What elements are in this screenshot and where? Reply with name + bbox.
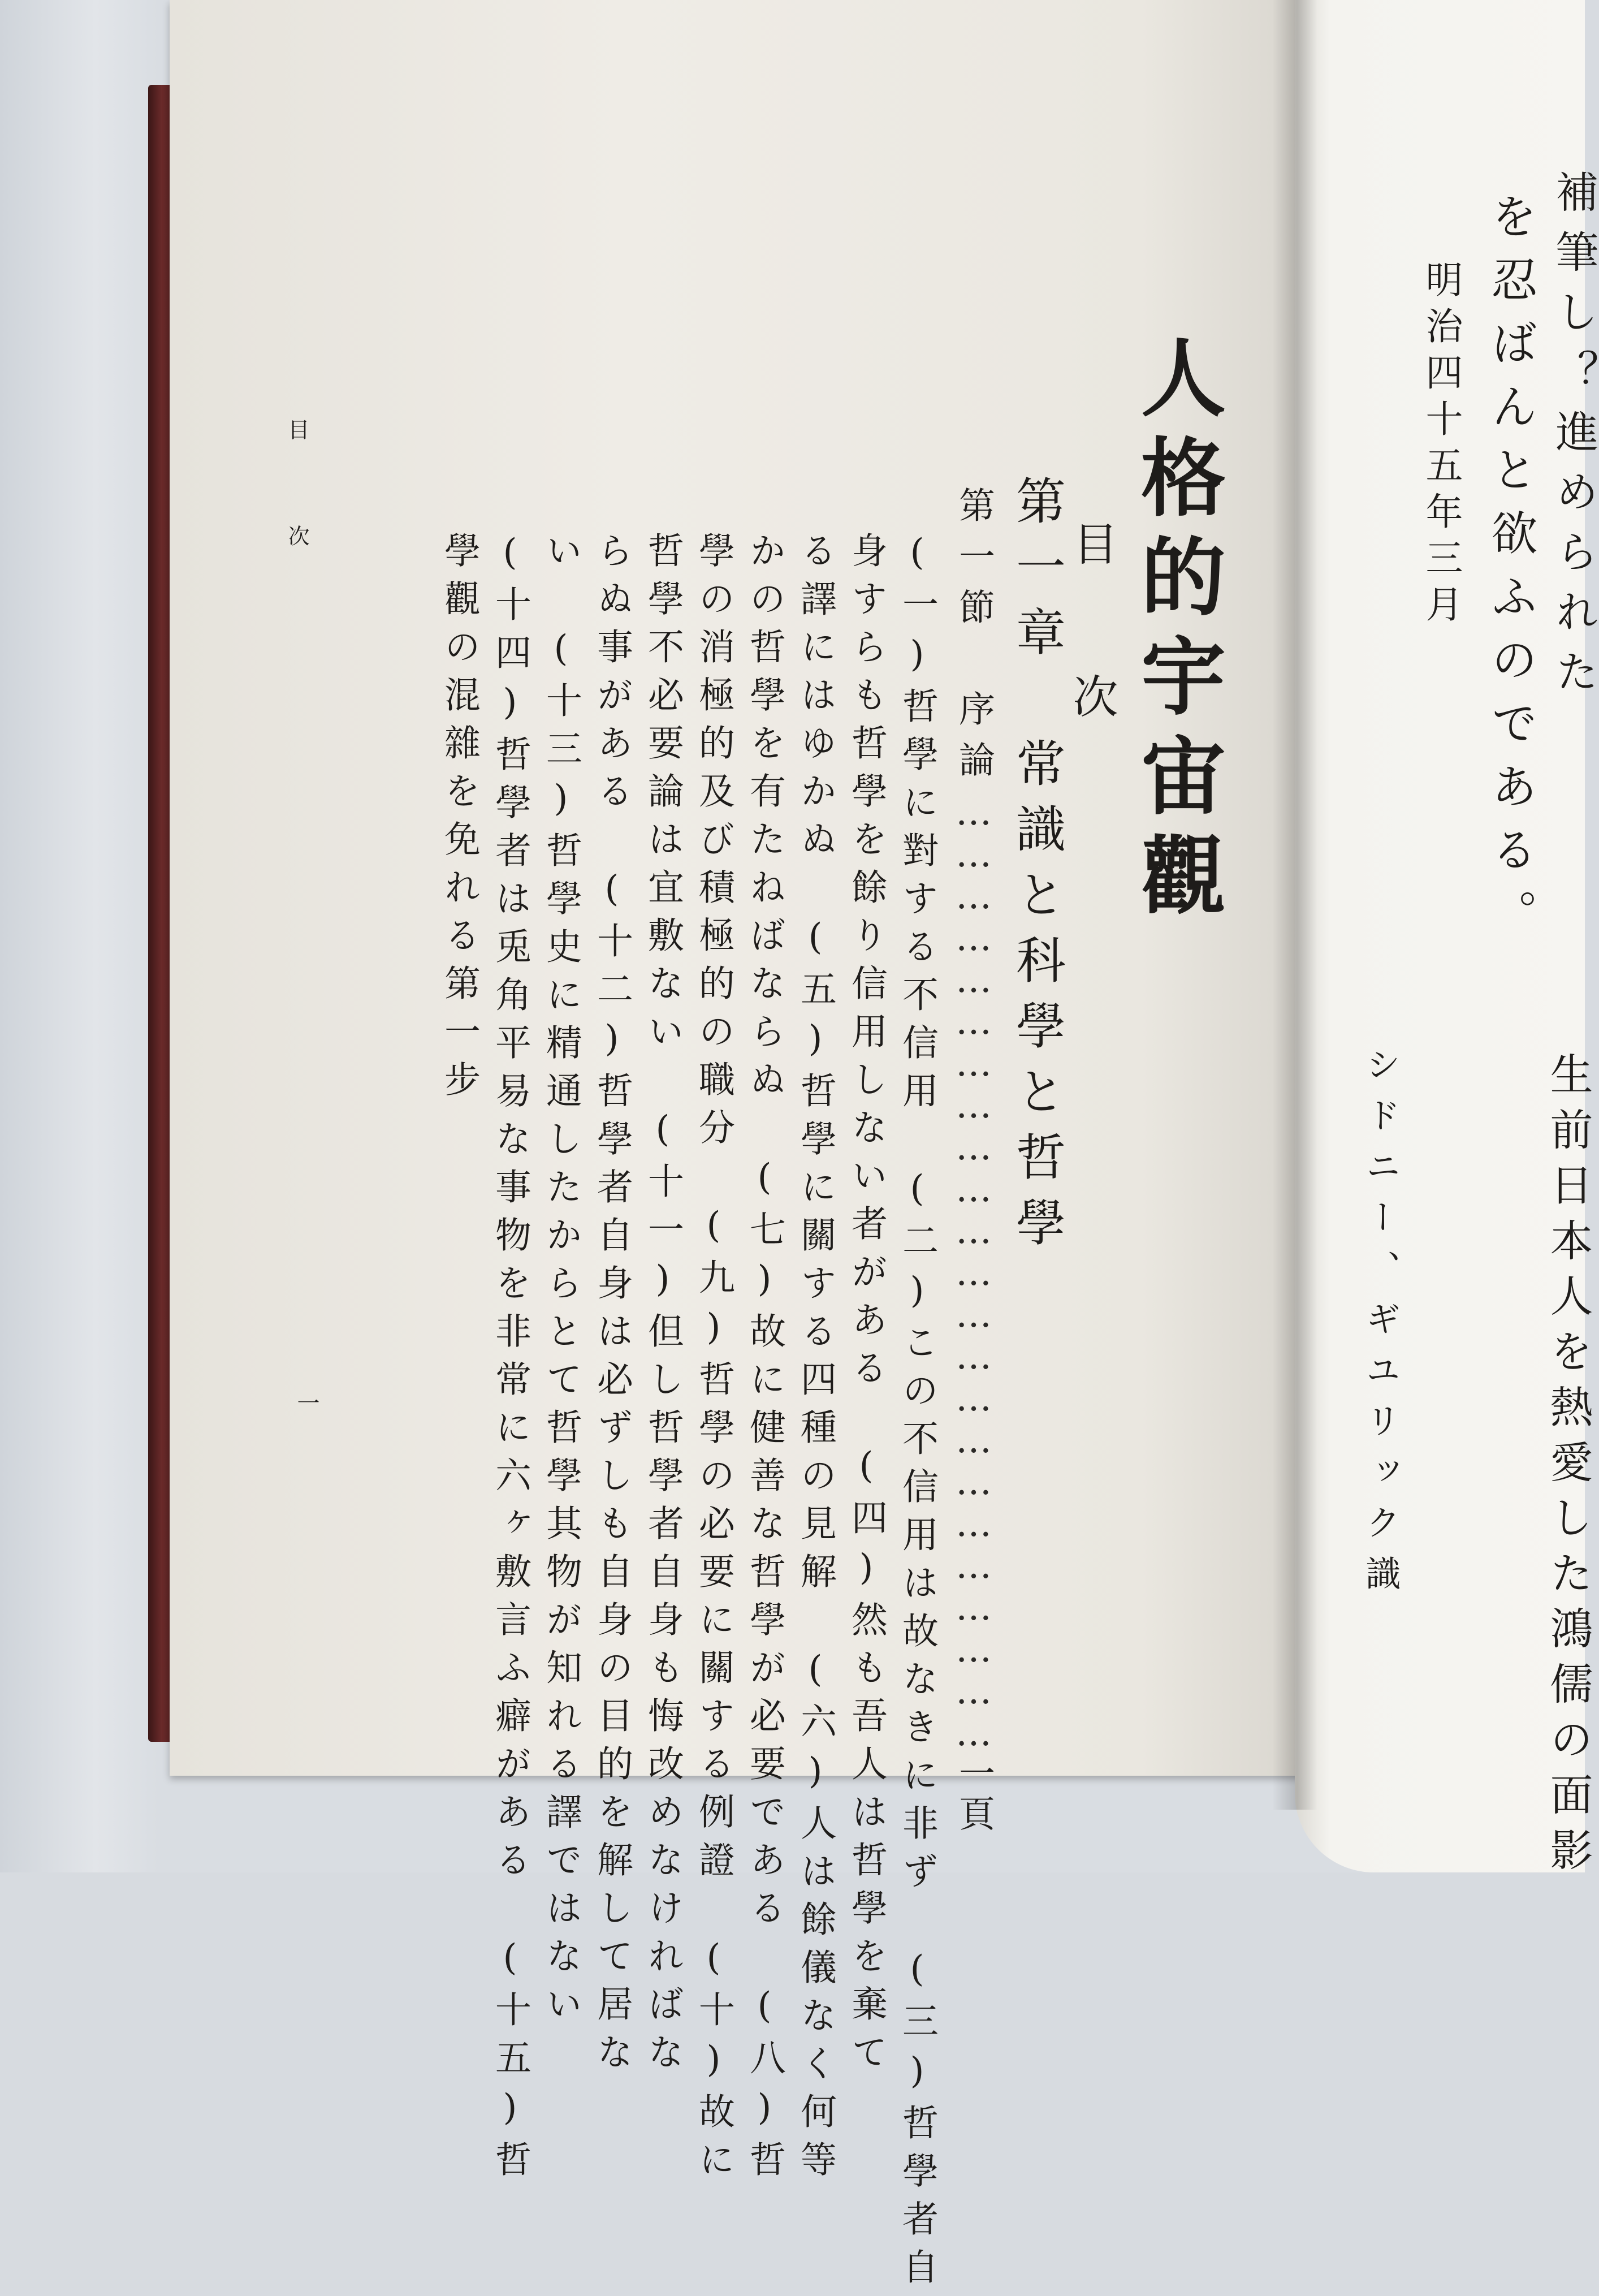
toc-heading: 目次 — [1065, 520, 1118, 826]
preface-signature: シドニー、ギユリック識 — [1360, 1046, 1401, 1606]
section-page-number: 一頁 — [953, 1754, 995, 1836]
toc-line: い (十三)哲學史に精通したからとて哲學其物が知れる譯ではない — [540, 532, 582, 2033]
right-edge-fragment: 生前日本人を熱愛した鴻儒の面影 — [1543, 1052, 1593, 1883]
toc-line: 學の消極的及び積極的の職分 (九)哲學の必要に關する例證 (十)故に — [693, 532, 734, 2189]
toc-line: (十四)哲學者は兎角平易な事物を非常に六ヶ敷言ふ癖がある (十五)哲 — [489, 532, 531, 2189]
toc-line: 哲學不必要論は宜敷ない (十一)但し哲學者自身も悔改めなければな — [642, 532, 684, 2081]
toc-line: (一)哲學に對する不信用 (二)この不信用は故なきに非ず (三)哲學者自 — [896, 532, 938, 2296]
toc-line: 身すらも哲學を餘り信用しない者がある (四)然も吾人は哲學を棄て — [845, 532, 887, 2081]
book-title: 人格的宇宙觀 — [1126, 334, 1226, 931]
running-head: 目次 — [284, 418, 309, 631]
section-entry — [953, 486, 995, 1836]
right-edge-fragment: 補筆し？進められた — [1549, 170, 1599, 709]
chapter-heading: 第一章 常識と科學と哲學 — [1008, 475, 1066, 1262]
toc-line: かの哲學を有たねばならぬ (七)故に健善な哲學が必要である (八)哲 — [744, 532, 785, 2189]
page-number: 一 — [293, 1391, 319, 1414]
page-gutter — [1272, 0, 1317, 1810]
preface-date: 明治四十五年三月 — [1419, 260, 1463, 631]
section-label: 第一節 序論 — [953, 486, 995, 792]
toc-line: 學觀の混雜を免れる第一步 — [438, 532, 480, 1108]
leader-dots: …………………………………………………………… — [953, 792, 995, 1754]
preface-line: を忍ばんと欲ふのである。 — [1484, 192, 1537, 952]
toc-content — [438, 0, 1295, 2296]
left-page — [170, 0, 1312, 2296]
toc-line: る譯にはゆかぬ (五)哲學に關する四種の見解 (六)人は餘儀なく何等 — [794, 532, 836, 2189]
toc-line: らぬ事がある (十二)哲學者自身は必ずしも自身の目的を解して居な — [591, 532, 633, 2081]
